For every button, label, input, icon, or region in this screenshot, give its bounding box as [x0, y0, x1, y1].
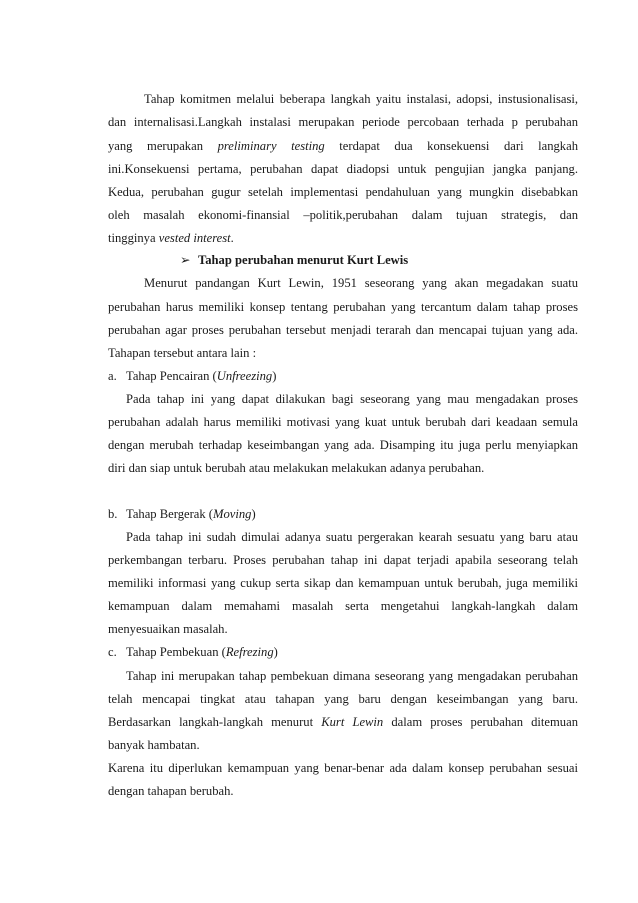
- section-c-line-1: Tahap ini merupakan tahap pembekuan dimana seseorang yang mengadakan perubahan: [126, 669, 578, 683]
- section-c-title-end: ): [273, 645, 278, 659]
- section-heading: [180, 250, 578, 270]
- section-a-line-2: perubahan adalah harus memiliki motivasi yang kuat untuk berubah dari keadaan semula: [108, 415, 578, 429]
- section-b-line-3: memiliki informasi yang cukup serta sikap dan kemampuan untuk berubah, juga memiliki: [108, 576, 578, 590]
- section-b-title-italic: Moving: [213, 507, 252, 521]
- section-b-title: [108, 504, 578, 524]
- p1-line-6: oleh masalah ekonomi-finansial –politik,perubahan dalam tujuan strategis, dan: [108, 208, 578, 222]
- section-a-title-italic: Unfreezing: [216, 369, 273, 383]
- p1-line-7-text-b: .: [230, 231, 234, 245]
- p1-line-3-italic: preliminary testing: [217, 139, 325, 153]
- section-b-line-2: perkembangan terbaru. Proses perubahan tahap ini dapat terjadi apabila seseorang telah: [108, 553, 578, 567]
- p2-line-3: perubahan agar proses perubahan tersebut menjadi terarah dan mencapai tujuan yang ada.: [108, 323, 578, 337]
- p1-line-2: dan internalisasi.Langkah instalasi merupakan periode percobaan terhada p perubahan: [108, 115, 578, 129]
- section-c-line-3: [108, 712, 578, 732]
- section-c-title: [108, 642, 578, 662]
- section-b-title-end: ): [251, 507, 256, 521]
- section-c-label: c.: [108, 645, 117, 659]
- section-b-line-5: menyesuaikan masalah.: [108, 622, 228, 636]
- section-a-title: [108, 366, 578, 386]
- section-c-line-2: telah mencapai tingkat atau tahapan yang baru dengan keseimbangan yang baru.: [108, 692, 578, 706]
- section-a-title-text: Tahap Pencairan (: [126, 369, 217, 383]
- p2-line-2: perubahan harus memiliki konsep tentang perubahan yang tercantum dalam tahap proses: [108, 300, 578, 314]
- p2-line-4: Tahapan tersebut antara lain :: [108, 346, 257, 360]
- p1-line-3-text-b: terdapat dua konsekuensi dari langkah: [324, 139, 578, 153]
- closing-line-2: dengan tahapan berubah.: [108, 784, 234, 798]
- p1-line-1: Tahap komitmen melalui beberapa langkah yaitu instalasi, adopsi, instusionalisasi,: [144, 92, 578, 106]
- p1-line-3-text-a: yang merupakan: [108, 139, 218, 153]
- section-a-line-1: Pada tahap ini yang dapat dilakukan bagi seseorang yang mau mengadakan proses: [126, 392, 578, 406]
- section-a-line-3: dengan merubah terhadap keseimbangan yang ada. Disamping itu juga perlu menyiapkan: [108, 438, 578, 452]
- section-a-line-4: diri dan siap untuk berubah atau melakukan melakukan adanya perubahan.: [108, 461, 485, 475]
- section-c-line-3-italic: Kurt Lewin: [321, 715, 384, 729]
- p1-line-7-text-a: tingginya: [108, 231, 159, 245]
- section-b-line-1: Pada tahap ini sudah dimulai adanya suatu pergerakan kearah sesuatu yang baru atau: [126, 530, 578, 544]
- section-a-label: a.: [108, 369, 117, 383]
- arrow-bullet-icon: ➢: [180, 253, 191, 267]
- p1-line-4: ini.Konsekuensi pertama, perubahan dapat diadopsi untuk pengujian jangka panjang.: [108, 162, 578, 176]
- p1-line-7-italic: vested interest: [158, 231, 231, 245]
- section-b-title-text: Tahap Bergerak (: [126, 507, 213, 521]
- p1-line-7: [108, 228, 578, 248]
- heading-text: Tahap perubahan menurut Kurt Lewis: [198, 253, 409, 267]
- p2-line-1: Menurut pandangan Kurt Lewin, 1951 seseorang yang akan megadakan suatu: [144, 276, 578, 290]
- section-c-line-3-text-b: dalam proses perubahan ditemuan: [383, 715, 578, 729]
- section-c-title-text: Tahap Pembekuan (: [126, 645, 226, 659]
- p1-line-5: Kedua, perubahan gugur setelah implementasi pendahuluan yang mungkin disebabkan: [108, 185, 578, 199]
- section-a-title-end: ): [272, 369, 277, 383]
- section-b-label: b.: [108, 507, 118, 521]
- section-b-line-4: kemampuan dalam memahami masalah serta mengetahui langkah-langkah dalam: [108, 599, 578, 613]
- section-c-line-3-text-a: Berdasarkan langkah-langkah menurut: [108, 715, 322, 729]
- p1-line-3: [108, 136, 578, 156]
- section-c-title-italic: Refrezing: [225, 645, 274, 659]
- closing-line-1: Karena itu diperlukan kemampuan yang benar-benar ada dalam konsep perubahan sesuai: [108, 761, 578, 775]
- section-c-line-4: banyak hambatan.: [108, 738, 200, 752]
